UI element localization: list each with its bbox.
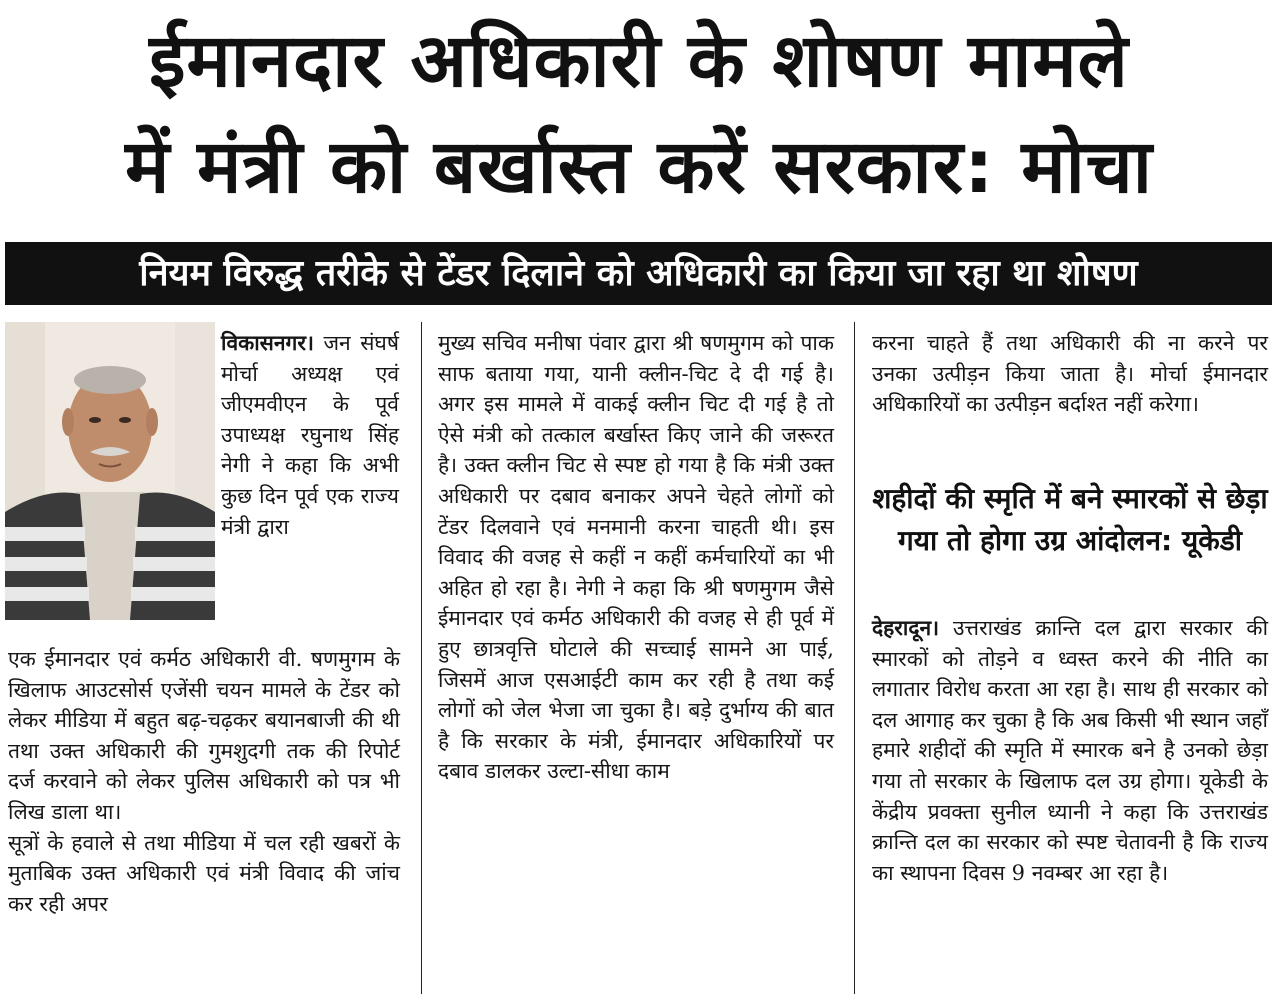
article-1-text-part-1: जन संघर्ष मोर्चा अध्यक्ष एवं जीएमवीएन के पूर्व उपाध्यक्ष रघुनाथ सिंह नेगी ने कहा कि अभी कुछ दिन पूर्व एक राज्य मंत्री द्वारा bbox=[221, 331, 399, 539]
article-1-column-3: करना चाहते हैं तथा अधिकारी की ना करने पर उनका उत्पीड़न किया जाता है। मोर्चा ईमानदार अधिकारियों का उत्पीड़न बर्दाश्त नहीं करेगा। bbox=[872, 331, 1268, 417]
article-1-intro bbox=[221, 328, 399, 542]
portrait-illustration bbox=[5, 322, 215, 620]
article-2-headline: शहीदों की स्मृति में बने स्मारकों से छेड़ा गया तो होगा उग्र आंदोलन: यूकेडी bbox=[872, 482, 1268, 557]
headline bbox=[0, 8, 1278, 220]
article-2-text: उत्तराखंड क्रान्ति दल द्वारा सरकार की स्मारकों को तोड़ने व ध्वस्त करने की नीति का लगातार विरोध करता आ रहा है। साथ ही सरकार को दल आगाह कर चुका है कि अब किसी भी स्थान जहाँ हमारे शहीदों की स्मृति में स्मारक बने है उनको छेड़ा गया तो सरकार के खिलाफ दल उग्र होगा। यूकेडी के केंद्रीय प्रवक्ता सुनील ध्यानी ने कहा कि उत्तराखंड क्रान्ति दल का सरकार को स्पष्ट चेतावनी है कि राज्य का स्थापना दिवस 9 नवम्बर आ रहा है। bbox=[872, 616, 1269, 885]
article-1-text-part-2: एक ईमानदार एवं कर्मठ अधिकारी वी. षणमुगम के खिलाफ आउटसोर्स एजेंसी चयन मामले के टेंडर को लेकर मीडिया में बहुत बढ़-चढ़कर बयानबाजी की थी तथा उक्त अधिकारी की गुमशुदगी तक की रिपोर्ट दर्ज करवाने को लेकर पुलिस अधिकारी को पत्र भी लिख डाला था। bbox=[8, 647, 400, 824]
dateline-vikasnagar: विकासनगर। bbox=[221, 331, 314, 355]
article-1-column-2: मुख्य सचिव मनीषा पंवार द्वारा श्री षणमुगम को पाक साफ बताया गया, यानी क्लीन-चिट दे दी गई है। अगर इस मामले में वाकई क्लीन चिट दी गई है तो ऐसे मंत्री को तत्काल बर्खास्त किए जाने की जरूरत है। उक्त क्लीन चिट से स्पष्ट हो गया है कि मंत्री उक्त अधिकारी पर दबाव बनाकर अपने चेहते लोगों को टेंडर दिलवाने एवं मनमानी करना चाहती थी। इस विवाद की वजह से कहीं न कहीं कर्मचारियों का भी अहित हो रहा है। नेगी ने कहा कि श्री षणमुगम जैसे ईमानदार एवं कर्मठ अधिकारी की वजह से ही पूर्व में हुए छात्रवृत्ति घोटाले की सच्चाई सामने आ पाई, जिसमें आज एसआईटी काम कर रही है तथा कई लोगों को जेल भेजा जा चुका है। बड़े दुर्भाग्य की बात है कि सरकार के मंत्री, ईमानदार अधिकारियों पर दबाव डालकर उल्टा-सीधा काम bbox=[438, 331, 834, 784]
dateline-dehradun: देहरादून। bbox=[872, 616, 940, 640]
headline-line-1: ईमानदार अधिकारी के शोषण मामले bbox=[149, 18, 1129, 104]
column-divider bbox=[421, 322, 422, 994]
article-2-body bbox=[872, 613, 1268, 888]
column-divider bbox=[854, 322, 855, 994]
portrait-photo bbox=[5, 322, 215, 620]
article-1-text-part-3: सूत्रों के हवाले से तथा मीडिया में चल रही खबरों के मुताबिक उक्त अधिकारी एवं मंत्री विवाद की जांच कर रही अपर bbox=[8, 830, 400, 916]
headline-line-2: में मंत्री को बर्खास्त करें सरकार: मोचा bbox=[125, 124, 1153, 210]
article-1-column-1 bbox=[8, 644, 400, 919]
deck-banner: नियम विरुद्ध तरीके से टेंडर दिलाने को अधिकारी का किया जा रहा था शोषण bbox=[5, 242, 1272, 305]
